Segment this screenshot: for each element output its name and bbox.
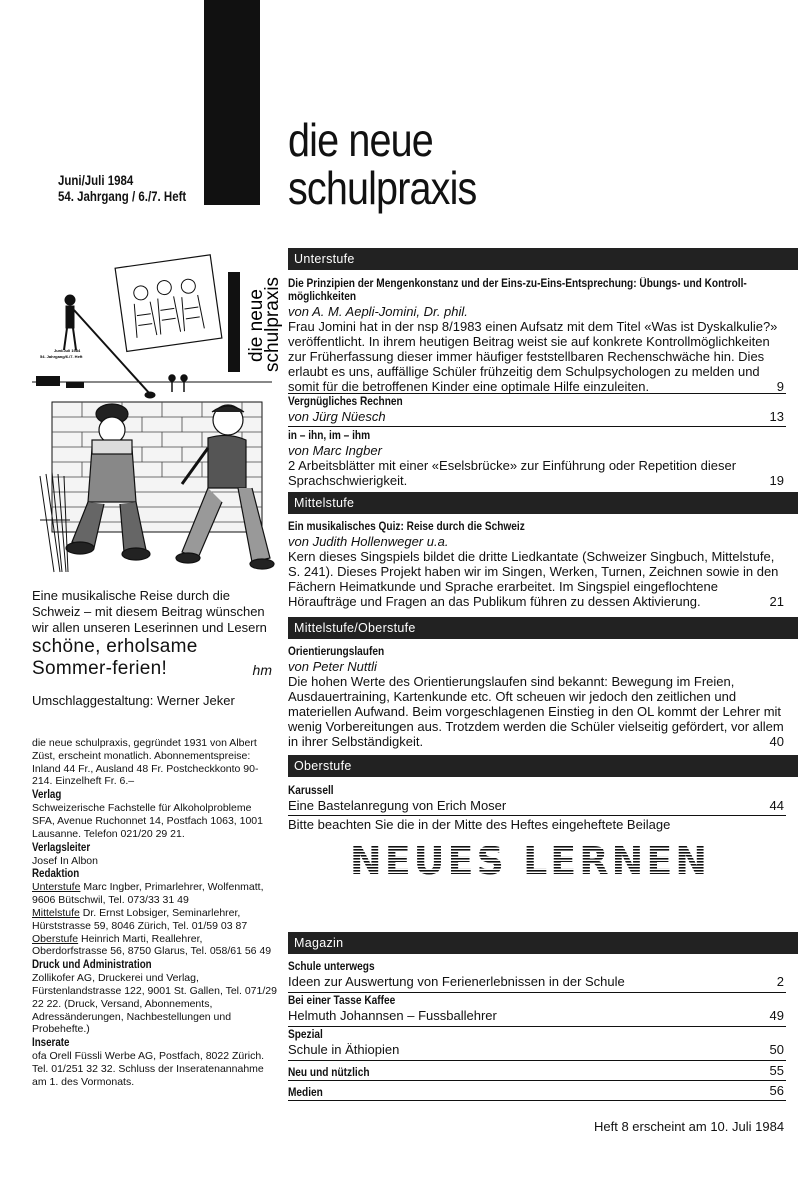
article-author: von Judith Hollenweger u.a. [288, 534, 449, 549]
page-number: 55 [769, 1063, 784, 1078]
article-body [288, 1008, 786, 1023]
article-spezial[interactable] [288, 1029, 786, 1057]
imprint [32, 737, 277, 1089]
article-title: Spezial [288, 1029, 323, 1041]
imprint-druck-heading: Druck und Administration [32, 959, 152, 972]
illus-mast-line1: die neue [246, 289, 267, 362]
article-body-text: Ideen zur Auswertung von Ferienerlebnissen in der Schule [288, 974, 625, 989]
page-number: 49 [769, 1008, 784, 1023]
masthead-line1: die neue [288, 114, 433, 166]
article-author-row [288, 409, 786, 424]
article-title: Die Prinzipien der Mengenkonstanz und der Eins-zu-Eins-Entsprechung: Übungs- und Kontroll-möglichkeiten [288, 278, 747, 303]
imprint-inserate-heading: Inserate [32, 1037, 70, 1050]
page-number: 40 [769, 734, 784, 749]
article-title: Vergnügliches Rechnen [288, 396, 403, 408]
page-number: 56 [769, 1083, 784, 1098]
beilage-note: Bitte beachten Sie die in der Mitte des Heftes eingeheftete Beilage [288, 817, 671, 832]
article-body-text: Kern dieses Singspiels bildet die dritte Liedkantate (Schweizer Singbuch, Mittelstufe, S. 241). Dieses Projekt haben wir im Singen, Werken, Turnen, Zeichnen sowie in den Fächern Heimatkunde und Sprache erarbeitet. Im Singspiel eingeflochtene Höraufträge und Fragen an das Publikum führen zu dessen Aktivierung. [288, 549, 779, 609]
article-body [288, 319, 786, 394]
article-title: Ein musikalisches Quiz: Reise durch die Schweiz [288, 521, 525, 533]
imprint-leiter: Josef In Albon [32, 854, 98, 867]
divider [288, 992, 786, 993]
neues-lernen-logo [349, 839, 711, 883]
section-oberstufe: Oberstufe [288, 755, 798, 777]
article-title: Schule unterwegs [288, 961, 375, 973]
issue-date: Juni/Juli 1984 [58, 172, 134, 188]
redaktion-mittelstufe-text: Dr. Ernst Lobsiger, Seminarlehrer, Hürststrasse 59, 8046 Zürich, Tel. 01/59 03 87 [32, 906, 248, 932]
imprint-leiter-heading: Verlagsleiter [32, 841, 91, 854]
article-tasse-kaffee[interactable] [288, 995, 786, 1023]
divider [288, 393, 786, 394]
imprint-intro: die neue schulpraxis, gegründet 1931 von Albert Züst, erscheint monatlich. Abonnementspreise: Inland 44 Fr., Ausland 48 Fr. Postcheckkonto 90-214. Einzelheft Fr. 6.– [32, 737, 259, 788]
article-body-text: Eine Bastelanregung von Erich Moser [288, 798, 507, 813]
article-body-text: Die hohen Werte des Orientierungslaufen sind bekannt: Bewegung im Freien, Ausdauertraining, Kartenkunde etc. Oft scheuen wir jedoch den zeitlichen und materiellen Aufwand. Beim vorgeschlagenen Einstieg in den OL kommt der Lehrer mit wenig Vorbereitungen aus. Trotzdem werden die Schüler vielseitig gefördert, vor allem in ihrer Selbständigkeit. [288, 674, 784, 749]
issue-volume: 54. Jahrgang / 6./7. Heft [58, 188, 187, 204]
article-body-text: 2 Arbeitsblätter mit einer «Eselsbrücke» zur Einführung oder Repetition dieser Sprachschwierigkeit. [288, 458, 737, 488]
article-title: Karussell [288, 785, 334, 797]
redaktion-unterstufe-text: Marc Ingber, Primarlehrer, Wolfenmatt, 9606 Bütschwil, Tel. 073/33 31 49 [32, 881, 264, 907]
illus-mast-line2: schulpraxis [262, 276, 283, 372]
masthead-line2: schulpraxis [288, 162, 477, 214]
divider [288, 1080, 786, 1081]
imprint-verlag: Schweizerische Fachstelle für Alkoholprobleme SFA, Avenue Ruchonnet 14, Postfach 1063, 1001 Lausanne. Telefon 021/20 29 21. [32, 802, 263, 840]
section-mittel-oberstufe: Mittelstufe/Oberstufe [288, 617, 798, 639]
imprint-inserate: ofa Orell Füssli Werbe AG, Postfach, 8022 Zürich. Tel. 01/251 32 32. Schluss der Inseratenannahme am 1. des Vormonats. [32, 1050, 265, 1088]
article-neu-nuetzlich[interactable] [288, 1063, 786, 1081]
article-title: Medien [288, 1087, 323, 1099]
article-body-text: Helmuth Johannsen – Fussballehrer [288, 1008, 497, 1023]
article-medien[interactable] [288, 1083, 786, 1101]
page-number: 2 [776, 974, 784, 989]
article-body [288, 674, 786, 749]
neues-lernen-text: NEUES LERNEN [349, 839, 711, 883]
page-number: 19 [769, 473, 784, 488]
next-issue-note: Heft 8 erscheint am 10. Juli 1984 [594, 1119, 785, 1134]
imprint-redaktion-unterstufe [32, 881, 277, 907]
article-body [288, 974, 786, 989]
article-body [288, 1042, 786, 1057]
divider [288, 815, 786, 816]
cover-caption [32, 588, 272, 680]
section-mittelstufe: Mittelstufe [288, 492, 798, 514]
article-author: von A. M. Aepli-Jomini, Dr. phil. [288, 304, 468, 319]
article-body [288, 549, 786, 609]
masthead-bar [204, 0, 260, 205]
divider [288, 1100, 786, 1101]
page-number: 9 [776, 379, 784, 394]
article-author: von Peter Nuttli [288, 659, 377, 674]
page-number: 13 [769, 409, 784, 424]
cover-illustration [32, 252, 283, 582]
article-orientierungslaufen[interactable] [288, 646, 786, 749]
imprint-verlag-heading: Verlag [32, 789, 62, 802]
article-body [288, 458, 786, 488]
page-number: 50 [769, 1042, 784, 1057]
article-rechnen[interactable] [288, 396, 786, 424]
imprint-redaktion-oberstufe [32, 933, 277, 959]
article-quiz[interactable] [288, 521, 786, 609]
illus-issue-line2: 54. Jahrgang/6./7. Heft [40, 354, 83, 359]
cover-credit: Umschlaggestaltung: Werner Jeker [32, 693, 235, 708]
article-title: in – ihn, im – ihm [288, 430, 371, 442]
redaktion-mittelstufe-label: Mittelstufe [32, 906, 80, 919]
page-number: 21 [769, 594, 784, 609]
caption-text: Eine musikalische Reise durch die Schweiz – mit diesem Beitrag wünschen wir allen unseren Leserinnen und Lesern [32, 588, 267, 635]
article-title: Neu und nützlich [288, 1067, 370, 1079]
redaktion-unterstufe-label: Unterstufe [32, 881, 81, 894]
masthead [288, 116, 476, 212]
divider [288, 1060, 786, 1061]
article-in-ihn[interactable] [288, 430, 786, 488]
article-schule-unterwegs[interactable] [288, 961, 786, 989]
imprint-redaktion-mittelstufe [32, 907, 277, 933]
caption-greeting: schöne, erholsame Sommer-ferien! [32, 636, 198, 679]
article-body-text: Schule in Äthiopien [288, 1042, 400, 1057]
redaktion-oberstufe-label: Oberstufe [32, 932, 79, 945]
article-title: Bei einer Tasse Kaffee [288, 995, 396, 1007]
article-author: von Jürg Nüesch [288, 409, 386, 424]
imprint-redaktion-heading: Redaktion [32, 868, 80, 881]
article-title: Orientierungslaufen [288, 646, 385, 658]
caption-signature: hm [252, 662, 272, 678]
divider [288, 1026, 786, 1027]
article-body-text: Frau Jomini hat in der nsp 8/1983 einen Aufsatz mit dem Titel «Was ist Dyskalkulie?» veröffentlicht. In ihrem heutigen Beitrag weist sie auf konkrete Kontrollmöglichkeiten zur Früherfassung dieser immer häufiger feststellbaren Rechenschwäche hin. Dies erlaubt es uns, auffällige Schüler frühzeitig dem Schulpsychologen zu melden und somit für die betroffenen Kinder eine optimale Hilfe einzuleiten. [288, 319, 778, 394]
article-mengenkonstanz[interactable] [288, 278, 786, 394]
imprint-druck: Zollikofer AG, Druckerei und Verlag, Fürstenlandstrasse 122, 9001 St. Gallen, Tel. 071/29 22 22. (Druck, Versand, Abonnements, Adressänderungen, Nachbestellungen und Probehefte.) [32, 972, 277, 1036]
issue-info [58, 172, 186, 204]
page-number: 44 [769, 798, 784, 813]
illus-issue-line1: Juni/Juli 1984 [54, 348, 81, 353]
article-karussell[interactable] [288, 785, 786, 813]
section-unterstufe: Unterstufe [288, 248, 798, 270]
section-magazin: Magazin [288, 932, 798, 954]
article-body [288, 798, 786, 813]
redaktion-oberstufe-text: Heinrich Marti, Reallehrer, Oberdorfstrasse 56, 8750 Glarus, Tel. 058/61 56 49 [32, 932, 272, 958]
divider [288, 426, 786, 427]
article-author: von Marc Ingber [288, 443, 382, 458]
